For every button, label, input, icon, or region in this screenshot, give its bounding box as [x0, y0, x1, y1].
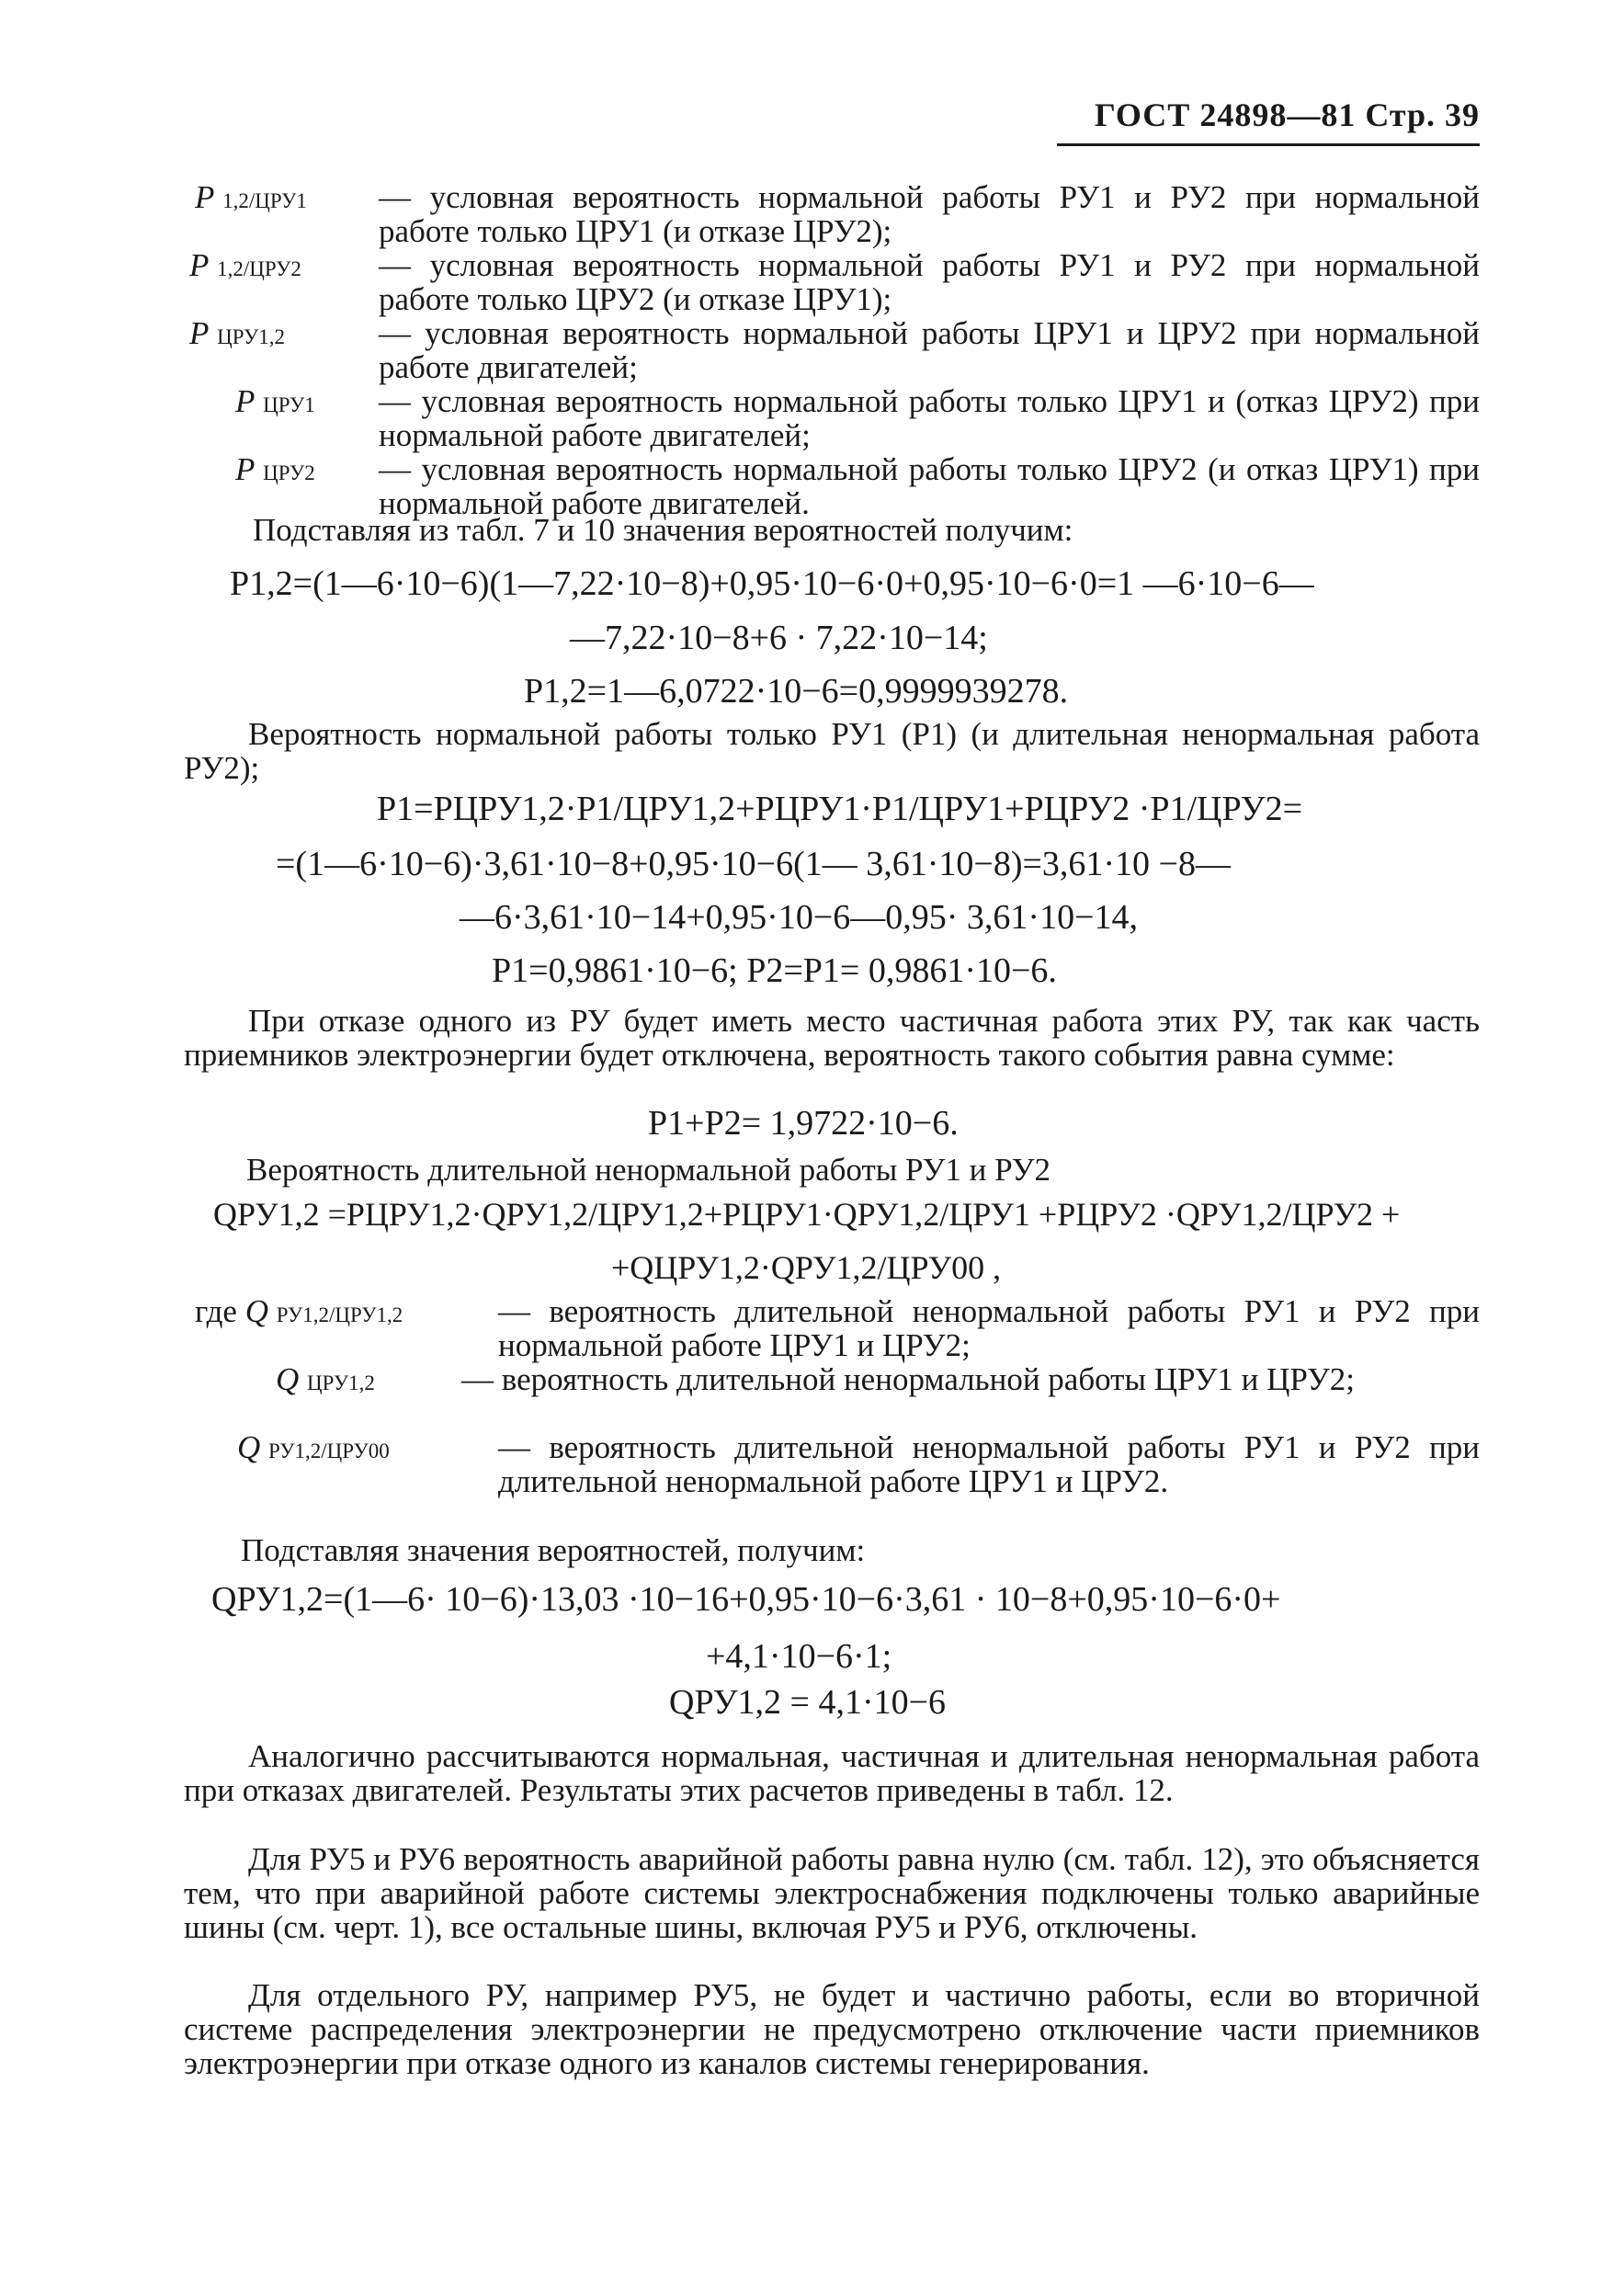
equation-2-line-1: P1=PЦРУ1,2·P1/ЦРУ1,2+PЦРУ1·P1/ЦРУ1+PЦРУ2 ·P1/ЦРУ2= — [377, 790, 1302, 828]
paragraph-substituting-2: Подставляя значения вероятностей, получим: — [241, 1532, 866, 1568]
equation-2-line-4: P1=0,9861·10−6; P2=P1= 0,9861·10−6. — [492, 951, 1057, 990]
definition-subscript: РУ1,2/ЦРУ1,2 — [276, 1303, 403, 1326]
equation-4-line-2: +QЦРУ1,2·QРУ1,2/ЦРУ00 , — [611, 1249, 1002, 1286]
definition-symbol: Q — [244, 1293, 268, 1329]
paragraph-similarly — [184, 1739, 1480, 1807]
equation-1-line-3: P1,2=1—6,0722·10−6=0,9999939278. — [524, 672, 1069, 711]
definition-symbol: P — [235, 451, 256, 487]
definition-symbol: Q — [237, 1429, 261, 1465]
definition-subscript: ЦРУ1 — [263, 393, 315, 416]
equation-3: P1+P2= 1,9722·10−6. — [648, 1104, 959, 1143]
header-text: ГОСТ 24898—81 Стр. 39 — [1094, 97, 1480, 133]
paragraph-text: Для РУ5 и РУ6 вероятность аварийной работы равна нулю (см. табл. 12), это объясняется тем, что при аварийной работе системы электроснабжения подключены только аварийные шины (см. черт. 1), все остальные шины, включая РУ5 и РУ6, отключены. — [184, 1841, 1480, 1945]
paragraph-separate-ru — [184, 1978, 1480, 2080]
definition-subscript: ЦРУ2 — [263, 461, 315, 484]
definition-symbol: P — [189, 247, 210, 283]
paragraph-probability-ru1 — [184, 717, 1480, 785]
definition-symbol: P — [195, 179, 215, 215]
definition-symbol: P — [189, 315, 210, 351]
definition-text: — условная вероятность нормальной работы ЦРУ1 и ЦРУ2 при нормальной работе двигателей; — [379, 315, 1480, 385]
equation-2-line-3: —6·3,61·10−14+0,95·10−6—0,95· 3,61·10−14, — [460, 898, 1138, 937]
where-label: где — [195, 1293, 237, 1329]
paragraph-partial-work — [184, 1004, 1480, 1072]
definition-text: — условная вероятность нормальной работы только ЦРУ2 (и отказ ЦРУ1) при нормальной работе двигателей. — [379, 451, 1480, 521]
definition-subscript: ЦРУ1,2 — [307, 1371, 375, 1394]
paragraph-ru5-ru6 — [184, 1842, 1480, 1944]
equation-4-line-1: QРУ1,2 =PЦРУ1,2·QРУ1,2/ЦРУ1,2+PЦРУ1·QРУ1,2/ЦРУ1 +PЦРУ2 ·QРУ1,2/ЦРУ2 + — [213, 1196, 1401, 1233]
definition-text: — условная вероятность нормальной работы РУ1 и РУ2 при нормальной работе только ЦРУ2 (и отказе ЦРУ1); — [379, 247, 1480, 317]
paragraph-text: Вероятность нормальной работы только РУ1 (P1) (и длительная ненормальная работа РУ2); — [184, 716, 1480, 786]
equation-2-line-2: =(1—6·10−6)·3,61·10−8+0,95·10−6(1— 3,61·10−8)=3,61·10 −8— — [276, 845, 1231, 883]
paragraph-text: При отказе одного из РУ будет иметь место частичная работа этих РУ, так как часть приемников электроэнергии будет отключена, вероятность такого события равна сумме: — [184, 1003, 1480, 1073]
paragraph-substituting-1: Подставляя из табл. 7 и 10 значения вероятностей получим: — [253, 512, 1073, 548]
definition-subscript: РУ1,2/ЦРУ00 — [268, 1439, 390, 1462]
definition-subscript: 1,2/ЦРУ2 — [217, 257, 301, 280]
definition-text: — вероятность длительной ненормальной работы РУ1 и РУ2 при длительной ненормальной работе ЦРУ1 и ЦРУ2. — [498, 1429, 1480, 1499]
equation-5-line-1: QРУ1,2=(1—6· 10−6)·13,03 ·10−16+0,95·10−6·3,61 · 10−8+0,95·10−6·0+ — [211, 1580, 1281, 1619]
definition-subscript: ЦРУ1,2 — [217, 325, 286, 348]
equation-5-line-2: +4,1·10−6·1; — [706, 1637, 892, 1676]
definition-text: — вероятность длительной ненормальной работы ЦРУ1 и ЦРУ2; — [461, 1361, 1356, 1397]
paragraph-text: Для отдельного РУ, например РУ5, не будет и частично работы, если во вторичной системе распределения электроэнергии не предусмотрено отключение части приемников электроэнергии при отказе одного из каналов системы генерирования. — [184, 1977, 1480, 2081]
definition-symbol: P — [235, 383, 256, 419]
definition-subscript: 1,2/ЦРУ1 — [222, 189, 307, 212]
paragraph-text: Аналогично рассчитываются нормальная, частичная и длительная ненормальная работа при отказах двигателей. Результаты этих расчетов приведены в табл. 12. — [184, 1738, 1480, 1808]
paragraph-long-abnormal: Вероятность длительной ненормальной работы РУ1 и РУ2 — [246, 1152, 1050, 1188]
equation-1-line-2: —7,22·10−8+6 · 7,22·10−14; — [570, 619, 988, 657]
definition-text: — условная вероятность нормальной работы только ЦРУ1 и (отказ ЦРУ2) при нормальной работе двигателей; — [379, 383, 1480, 453]
header-rule — [1057, 143, 1480, 146]
page-header — [1057, 96, 1480, 134]
definition-text: — вероятность длительной ненормальной работы РУ1 и РУ2 при нормальной работе ЦРУ1 и ЦРУ2; — [498, 1293, 1480, 1363]
equation-5-line-3: QРУ1,2 = 4,1·10−6 — [669, 1683, 947, 1722]
definition-text: — условная вероятность нормальной работы РУ1 и РУ2 при нормальной работе только ЦРУ1 (и отказе ЦРУ2); — [379, 179, 1480, 249]
definition-symbol: Q — [276, 1361, 300, 1397]
equation-1-line-1: P1,2=(1—6·10−6)(1—7,22·10−8)+0,95·10−6·0+0,95·10−6·0=1 —6·10−6— — [230, 564, 1314, 603]
